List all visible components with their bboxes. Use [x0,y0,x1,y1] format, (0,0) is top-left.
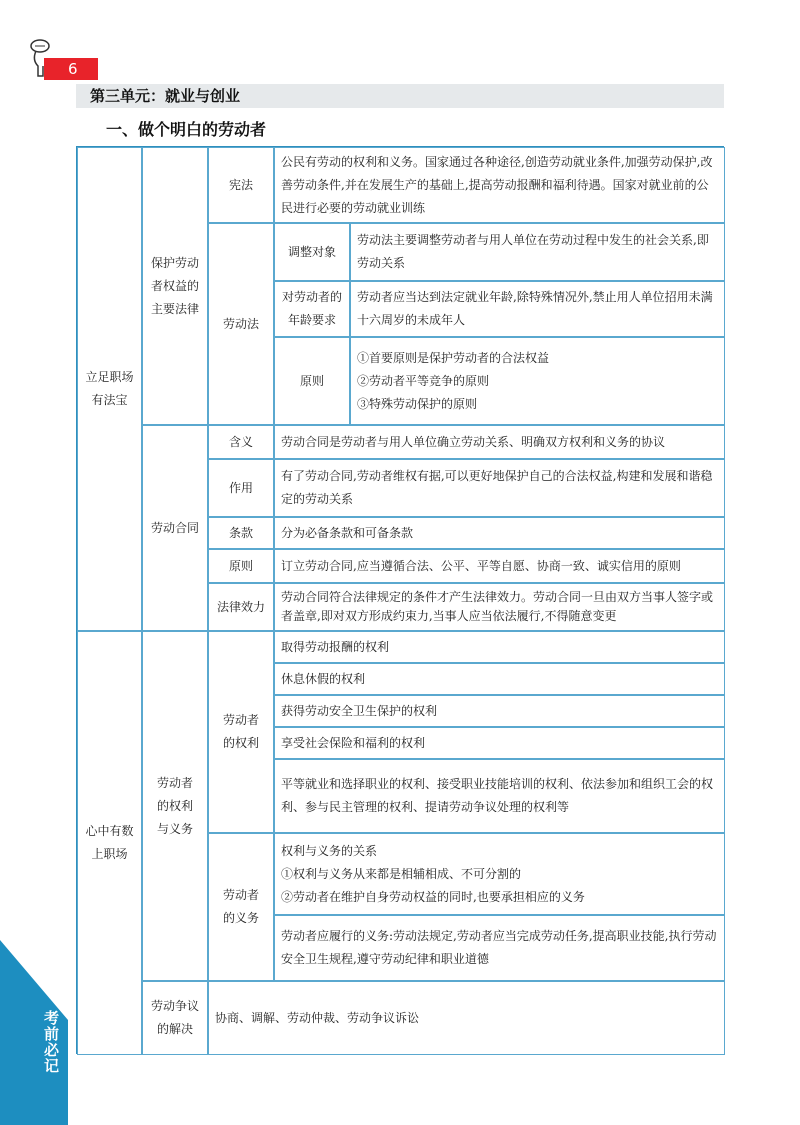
cell-baohu-falv: 保护劳动 者权益的 主要法律 [142,147,208,425]
cell-tiaozheng-duixiang: 调整对象 [274,223,350,281]
cell-quanli-yiwu: 劳动者 的权利 与义务 [142,631,208,981]
page-number: 6 [44,58,98,80]
cell-laodongzhe-quanli: 劳动者 的权利 [208,631,274,833]
cell-hanyi: 含义 [208,425,274,459]
cell-xinzhong-youshu: 心中有数 上职场 [77,631,142,1055]
cell-nianling-text: 劳动者应当达到法定就业年龄,除特殊情况外,禁止用人单位招用未满十六周岁的未成年人 [350,281,725,337]
cell-zhengyi-text: 协商、调解、劳动仲裁、劳动争议诉讼 [208,981,725,1055]
cell-right-5: 平等就业和选择职业的权利、接受职业技能培训的权利、依法参加和组织工会的权利、参与民主管理的权利、提请劳动争议处理的权利等 [274,759,725,833]
cell-yuanze-hetong-text: 订立劳动合同,应当遵循合法、公平、平等自愿、协商一致、诚实信用的原则 [274,549,725,583]
cell-right-1: 取得劳动报酬的权利 [274,631,725,663]
cell-right-2: 休息休假的权利 [274,663,725,695]
cell-nianling: 对劳动者的 年龄要求 [274,281,350,337]
cell-yuanze-laodongfa-text: ①首要原则是保护劳动者的合法权益 ②劳动者平等竞争的原则 ③特殊劳动保护的原则 [350,337,725,425]
cell-yuanze-hetong: 原则 [208,549,274,583]
unit-title: 第三单元：就业与创业 [90,87,241,105]
cell-zuoyong-text: 有了劳动合同,劳动者维权有据,可以更好地保护自己的合法权益,构建和发展和谐稳定的劳动关系 [274,459,725,517]
cell-laodongzhe-yiwu: 劳动者 的义务 [208,833,274,981]
cell-yiwu-relation: 权利与义务的关系 ①权利与义务从来都是相辅相成、不可分割的 ②劳动者在维护自身劳动权益的同时,也要承担相应的义务 [274,833,725,915]
cell-yuanze-laodongfa: 原则 [274,337,350,425]
cell-right-3: 获得劳动安全卫生保护的权利 [274,695,725,727]
cell-laodong-hetong: 劳动合同 [142,425,208,631]
cell-yiwu-duty: 劳动者应履行的义务:劳动法规定,劳动者应当完成劳动任务,提高职业技能,执行劳动安全卫生规程,遵守劳动纪律和职业道德 [274,915,725,981]
section-title: 一、做个明白的劳动者 [106,120,267,139]
cell-zuoyong: 作用 [208,459,274,517]
knowledge-table [76,146,724,1054]
cell-falv-xiaoli-text: 劳动合同符合法律规定的条件才产生法律效力。劳动合同一旦由双方当事人签字或者盖章,即对双方形成约束力,当事人应当依法履行,不得随意变更 [274,583,725,631]
cell-laodongfa: 劳动法 [208,223,274,425]
cell-tiaokuan: 条款 [208,517,274,549]
cell-tiaozheng-text: 劳动法主要调整劳动者与用人单位在劳动过程中发生的社会关系,即劳动关系 [350,223,725,281]
side-label: 考前必记 [42,1010,60,1074]
cell-falv-xiaoli: 法律效力 [208,583,274,631]
cell-lizu-zhichang: 立足职场 有法宝 [77,147,142,631]
cell-zhengyi: 劳动争议 的解决 [142,981,208,1055]
cell-hanyi-text: 劳动合同是劳动者与用人单位确立劳动关系、明确双方权利和义务的协议 [274,425,725,459]
cell-tiaokuan-text: 分为必备条款和可备条款 [274,517,725,549]
cell-xianfa: 宪法 [208,147,274,223]
cell-xianfa-text: 公民有劳动的权利和义务。国家通过各种途径,创造劳动就业条件,加强劳动保护,改善劳动条件,并在发展生产的基础上,提高劳动报酬和福利待遇。国家对就业前的公民进行必要的劳动就业训练 [274,147,725,223]
cell-right-4: 享受社会保险和福利的权利 [274,727,725,759]
